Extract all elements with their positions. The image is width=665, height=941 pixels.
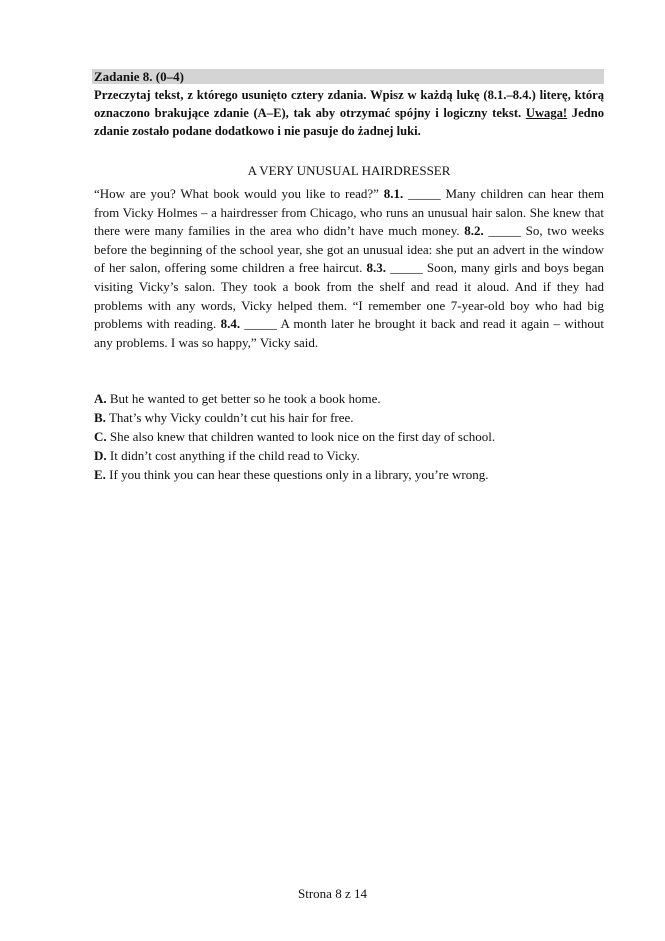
gap-label-8-1: 8.1. — [383, 186, 404, 201]
passage-text — [94, 185, 604, 352]
answer-options — [94, 389, 604, 484]
warning-text: Jedno zdanie zostało podane dodatkowo i nie pasuje do żadnej luki. — [94, 106, 604, 138]
passage-segment-4: A month later he brought it back and read it again – without any problems. I was so happy,” Vicky said. — [94, 316, 605, 350]
passage-segment-2: So, two weeks before the beginning of the school year, she got an unusual idea: she put an advert in the window of her salon, offering some children a free haircut. — [94, 223, 605, 276]
passage-segment-3: Soon, many girls and boys began visiting Vicky’s salon. They took a book from the shelf and read it aloud. And if they had problems with any words, Vicky helped them. “I remember one 7-year-old boy who had big problems with reading. — [94, 260, 605, 332]
option-d — [94, 446, 604, 465]
option-text: She also knew that children wanted to look nice on the first day of school. — [109, 429, 496, 444]
gap-blank-8-3[interactable]: _____ — [390, 260, 423, 276]
option-letter: E. — [94, 467, 106, 482]
passage-segment-1: Many children can hear them from Vicky Holmes – a hairdresser from Chicago, who runs an unusual hair salon. She knew that there were many families in the area who didn’t have much money. — [94, 186, 605, 239]
gap-label-8-3: 8.3. — [366, 260, 387, 276]
option-letter: B. — [94, 410, 106, 425]
option-b — [94, 408, 604, 427]
passage-title: A VERY UNUSUAL HAIRDRESSER — [247, 163, 451, 178]
page-number: Strona 8 z 14 — [298, 886, 367, 901]
option-letter: C. — [94, 429, 107, 444]
gap-blank-8-4[interactable]: _____ — [244, 316, 277, 332]
task-instructions — [94, 86, 604, 140]
option-letter: A. — [94, 391, 107, 406]
gap-label-8-2: 8.2. — [464, 223, 484, 239]
option-a — [94, 389, 604, 408]
option-e — [94, 465, 604, 484]
gap-blank-8-2[interactable]: _____ — [488, 223, 521, 239]
option-text: If you think you can hear these questions only in a library, you’re wrong. — [109, 467, 489, 482]
gap-blank-8-1[interactable]: _____ — [408, 186, 441, 201]
option-letter: D. — [94, 448, 107, 463]
gap-label-8-4: 8.4. — [220, 316, 241, 332]
instructions-main-text: Przeczytaj tekst, z którego usunięto cztery zdania. Wpisz w każdą lukę (8.1.–8.4.) literę, którą oznaczono brakujące zdanie (A–E), tak aby otrzymać spójny i logiczny tekst. — [94, 88, 604, 120]
option-c — [94, 427, 604, 446]
option-text: It didn’t cost anything if the child read to Vicky. — [109, 448, 360, 463]
passage-intro: “How are you? What book would you like to read?” — [94, 186, 379, 201]
warning-label: Uwaga! — [525, 106, 568, 120]
option-text: That’s why Vicky couldn’t cut his hair for free. — [108, 410, 354, 425]
task-header: Zadanie 8. (0–4) — [92, 69, 604, 84]
option-text: But he wanted to get better so he took a book home. — [109, 391, 381, 406]
